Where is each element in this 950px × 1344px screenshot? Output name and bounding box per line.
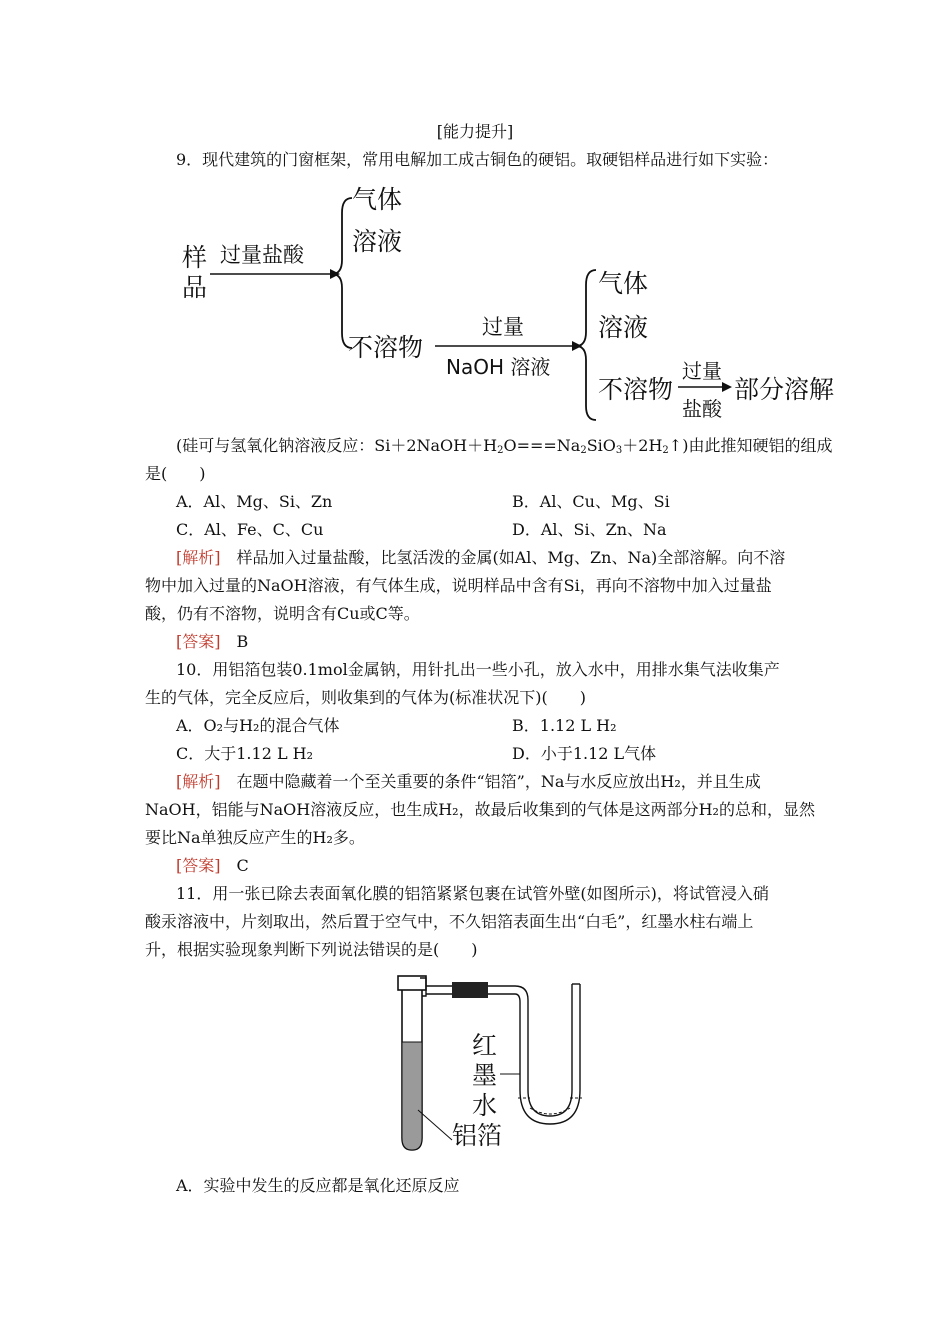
analysis-tag: [解析] (176, 548, 221, 567)
q10-stem-line2: 生的气体，完全反应后，则收集到的气体为(标准状况下)( ) (145, 688, 586, 707)
q9-options-row2 (176, 516, 841, 544)
flow-gas-2: 气体 (598, 269, 649, 298)
rubber-connector (452, 982, 488, 998)
flow-sample-b: 品 (182, 273, 208, 302)
flow-result: 部分溶解 (734, 375, 835, 404)
q9-option-b: B．Al、Cu、Mg、Si (512, 492, 670, 511)
q11-stem-line1: 11．用一张已除去表面氧化膜的铝箔紧紧包裹在试管外壁(如图所示)，将试管浸入硝 (176, 884, 769, 903)
flow-sample-a: 样 (182, 243, 208, 272)
answer-tag: [答案] (176, 632, 221, 651)
q9-options-row1 (176, 488, 841, 516)
q10-analysis-line1: [解析] 在题中隐藏着一个至关重要的条件“铝箔”，Na与水反应放出H₂，并且生成 (176, 772, 761, 791)
fig-label-foil: 铝箔 (452, 1121, 503, 1150)
q11-stem-line2: 酸汞溶液中，片刻取出，然后置于空气中，不久铝箔表面生出“白毛”，红墨水柱右端上 (145, 912, 754, 931)
q9-stem: 9．现代建筑的门窗框架，常用电解加工成古铜色的硬铝。取硬铝样品进行如下实验： (176, 150, 779, 169)
q10-stem-line1: 10．用铝箔包装0.1mol金属钠，用针扎出一些小孔，放入水中，用排水集气法收集产 (176, 660, 780, 679)
q9-option-c: C．Al、Fe、C、Cu (176, 520, 324, 539)
analysis-tag: [解析] (176, 772, 221, 791)
flow-insol-2: 不溶物 (598, 375, 674, 404)
q10-option-b: B．1.12 L H₂ (512, 716, 617, 735)
fig-label-red-1: 红 (472, 1031, 498, 1060)
q9-note: (硅可与氢氧化钠溶液反应：$Si+2NaOH+H_2O===Na_2SiO_3+2H_2↑$)由此推知硬铝的组成 (176, 436, 833, 456)
flow-reagent-3-top: 过量 (682, 359, 722, 383)
aluminum-foil (402, 1042, 422, 1150)
q11-option-a: A．实验中发生的反应都是氧化还原反应 (176, 1176, 460, 1195)
flow-insol-1: 不溶物 (348, 333, 424, 362)
flow-brace-2 (576, 270, 596, 420)
q10-option-c: C．大于1.12 L H₂ (176, 744, 314, 763)
q10-answer: [答案] C (176, 856, 249, 875)
flow-gas-1: 气体 (352, 185, 403, 214)
flow-brace-1 (332, 198, 352, 348)
q9-answer: [答案] B (176, 632, 249, 651)
flow-sol-1: 溶液 (352, 227, 403, 256)
q9-analysis-line3: 酸，仍有不溶物，说明含有Cu或C等。 (145, 604, 420, 623)
q11-stem-line3: 升，根据实验现象判断下列说法错误的是( ) (145, 940, 478, 959)
q9-option-a: A．Al、Mg、Si、Zn (176, 492, 333, 511)
q11-apparatus-figure (390, 970, 590, 1155)
flow-reagent-2-top: 过量 (482, 315, 524, 339)
flow-reagent-1: 过量盐酸 (220, 243, 304, 267)
flow-reagent-3-bottom: 盐酸 (682, 397, 722, 421)
q9-flow-diagram (170, 178, 850, 428)
q9-note-line2: 是( ) (145, 464, 206, 483)
q10-option-a: A．O₂与H₂的混合气体 (176, 716, 340, 735)
flow-sol-2: 溶液 (598, 313, 649, 342)
q10-analysis-line3: 要比Na单独反应产生的H₂多。 (145, 828, 365, 847)
u-tube (515, 984, 572, 1116)
answer-tag: [答案] (176, 856, 221, 875)
q9-analysis-line2: 物中加入过量的NaOH溶液，有气体生成，说明样品中含有Si，再向不溶物中加入过量盐 (145, 576, 772, 595)
q10-analysis-line2: NaOH，铝能与NaOH溶液反应，也生成H₂，故最后收集到的气体是这两部分H₂的总和，显然 (145, 800, 815, 819)
fig-label-red-2: 墨 (472, 1061, 498, 1090)
fig-label-red-3: 水 (472, 1091, 498, 1120)
q9-analysis-line1: [解析] 样品加入过量盐酸，比氢活泼的金属(如Al、Mg、Zn、Na)全部溶解。向不溶 (176, 548, 786, 567)
section-title: [能力提升] (436, 122, 514, 141)
q9-option-d: D．Al、Si、Zn、Na (512, 520, 667, 539)
q10-option-d: D．小于1.12 L气体 (512, 744, 657, 763)
flow-reagent-2-bottom: NaOH 溶液 (446, 355, 551, 379)
